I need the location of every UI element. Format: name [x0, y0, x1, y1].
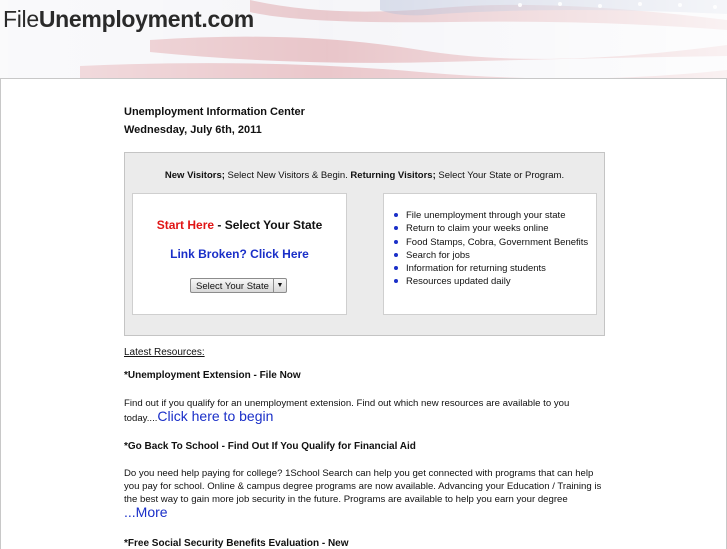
bullet-icon	[394, 213, 398, 217]
start-here-heading	[133, 218, 346, 232]
feature-text: File unemployment through your state	[406, 210, 566, 221]
resource-text-school	[124, 467, 606, 521]
new-visitors-label: New Visitors;	[164, 170, 225, 181]
click-here-to-begin-link[interactable]: Click here to begin	[157, 408, 274, 424]
state-select-dropdown[interactable]	[190, 278, 287, 293]
list-item	[406, 236, 591, 249]
bullet-icon	[394, 240, 398, 244]
more-link[interactable]: ...More	[124, 504, 168, 520]
bullet-icon	[394, 253, 398, 257]
latest-resources-link[interactable]: Latest Resources:	[124, 347, 205, 358]
returning-visitors-label: Returning Visitors;	[350, 170, 436, 181]
bullet-icon	[394, 226, 398, 230]
main-panel	[0, 78, 727, 549]
feature-text: Food Stamps, Cobra, Government Benefits	[406, 236, 589, 248]
new-visitors-text: Select New Visitors & Begin.	[224, 170, 351, 181]
feature-text: Return to claim your weeks online	[406, 223, 549, 235]
visitor-selection-box	[124, 152, 605, 336]
features-box	[383, 193, 597, 315]
list-item	[406, 222, 591, 235]
resource-heading-social-security[interactable]: *Free Social Security Benefits Evaluation - New	[124, 538, 349, 549]
feature-text: Search for jobs	[406, 249, 470, 261]
resource-description: Do you need help paying for college? 1School Search can help you get connected with programs that can help you pay for school. Online & campus degree programs are now available. Advancing your Education / Training is the best way to gain more job security in the future. Programs are available to help you earn your degree	[124, 468, 602, 505]
resource-heading-extension[interactable]: *Unemployment Extension - File Now	[124, 370, 301, 381]
page-title: Unemployment Information Center	[124, 106, 305, 118]
dropdown-arrow-icon: ▼	[273, 279, 286, 292]
feature-text: Resources updated daily	[406, 276, 511, 288]
logo-bold-text: Unemployment.com	[38, 6, 254, 32]
page-date: Wednesday, July 6th, 2011	[124, 124, 262, 136]
bullet-icon	[394, 279, 398, 283]
list-item	[406, 249, 591, 262]
start-here-box	[132, 193, 347, 315]
resource-heading-school[interactable]: *Go Back To School - Find Out If You Qualify for Financial Aid	[124, 441, 416, 452]
state-select-value: Select Your State	[196, 281, 269, 292]
link-broken-link[interactable]: Link Broken? Click Here	[170, 247, 309, 261]
site-header	[0, 0, 727, 78]
resource-text-extension	[124, 397, 606, 425]
returning-visitors-text: Select Your State or Program.	[435, 170, 565, 181]
features-list	[406, 209, 591, 289]
visitor-instructions	[125, 170, 604, 181]
list-item	[406, 209, 591, 222]
list-item	[406, 275, 591, 288]
logo-plain-text: File	[3, 6, 39, 32]
bullet-icon	[394, 266, 398, 270]
site-logo[interactable]	[3, 6, 254, 33]
select-your-state-label: - Select Your State	[214, 218, 323, 232]
list-item	[406, 262, 591, 275]
resource-description: Find out if you qualify for an unemployment extension. Find out which new resources are available to you today....	[124, 398, 570, 424]
start-here-label: Start Here	[156, 218, 215, 232]
feature-text: Information for returning students	[406, 263, 546, 275]
